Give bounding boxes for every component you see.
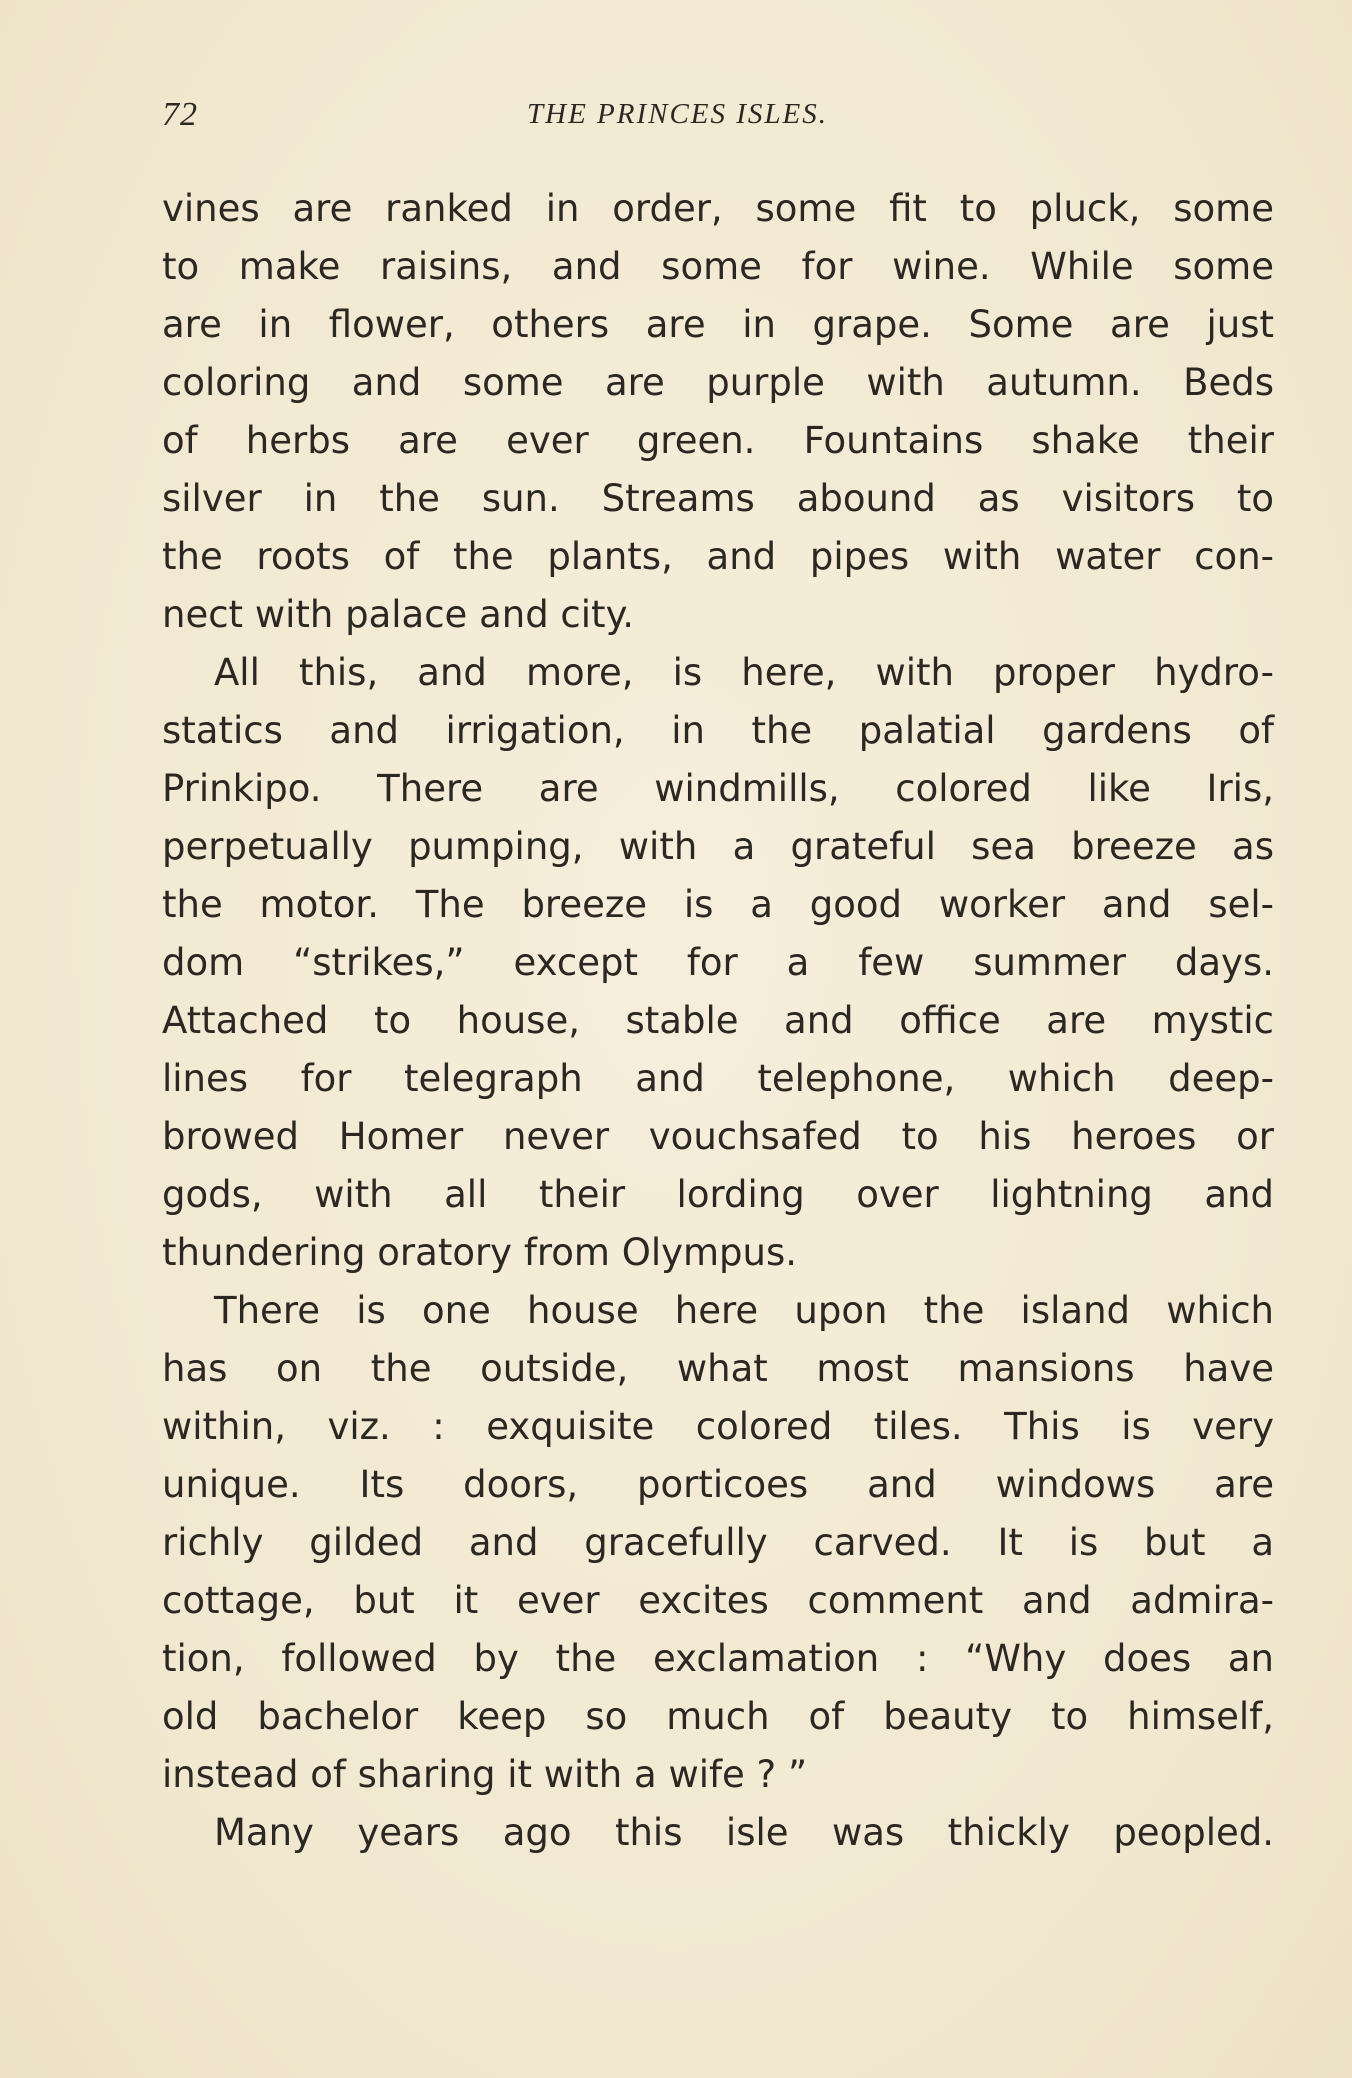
- text-line: perpetually pumping, with a grateful sea breeze as: [162, 825, 1274, 868]
- text-line: the roots of the plants, and pipes with water con-: [162, 535, 1274, 578]
- body-text: [162, 180, 1274, 1862]
- running-head: THE PRINCES ISLES.: [527, 98, 829, 130]
- text-line: cottage, but it ever excites comment and admira-: [162, 1579, 1274, 1622]
- text-line: tion, followed by the exclamation : “Why does an: [162, 1637, 1274, 1680]
- text-line: the motor. The breeze is a good worker and sel-: [162, 883, 1274, 926]
- text-line: lines for telegraph and telephone, which deep-: [162, 1057, 1274, 1100]
- text-line: dom “strikes,” except for a few summer days.: [162, 941, 1274, 984]
- text-line: Many years ago this isle was thickly peopled.: [214, 1811, 1274, 1854]
- text-line: silver in the sun. Streams abound as visitors to: [162, 477, 1274, 520]
- text-line: browed Homer never vouchsafed to his heroes or: [162, 1115, 1274, 1158]
- page-number: 72: [162, 96, 198, 133]
- text-line: There is one house here upon the island which: [214, 1289, 1274, 1332]
- text-line: to make raisins, and some for wine. While some: [162, 245, 1274, 288]
- text-line: vines are ranked in order, some fit to pluck, some: [162, 187, 1274, 230]
- text-line: old bachelor keep so much of beauty to himself,: [162, 1695, 1274, 1738]
- text-line: has on the outside, what most mansions have: [162, 1347, 1274, 1390]
- text-line: unique. Its doors, porticoes and windows are: [162, 1463, 1274, 1506]
- text-line: statics and irrigation, in the palatial gardens of: [162, 709, 1274, 752]
- text-line: richly gilded and gracefully carved. It is but a: [162, 1521, 1274, 1564]
- text-line: within, viz. : exquisite colored tiles. This is very: [162, 1405, 1274, 1448]
- text-line: thundering oratory from Olympus.: [162, 1231, 798, 1274]
- text-line: coloring and some are purple with autumn. Beds: [162, 361, 1274, 404]
- text-line: Prinkipo. There are windmills, colored like Iris,: [162, 767, 1274, 810]
- text-line: All this, and more, is here, with proper hydro-: [214, 651, 1274, 694]
- page-header: [162, 96, 1274, 136]
- text-line: of herbs are ever green. Fountains shake their: [162, 419, 1274, 462]
- text-line: nect with palace and city.: [162, 593, 634, 636]
- text-line: gods, with all their lording over lightning and: [162, 1173, 1274, 1216]
- text-line: instead of sharing it with a wife ? ”: [162, 1753, 808, 1796]
- text-line: Attached to house, stable and office are mystic: [162, 999, 1274, 1042]
- text-line: are in flower, others are in grape. Some are just: [162, 303, 1274, 346]
